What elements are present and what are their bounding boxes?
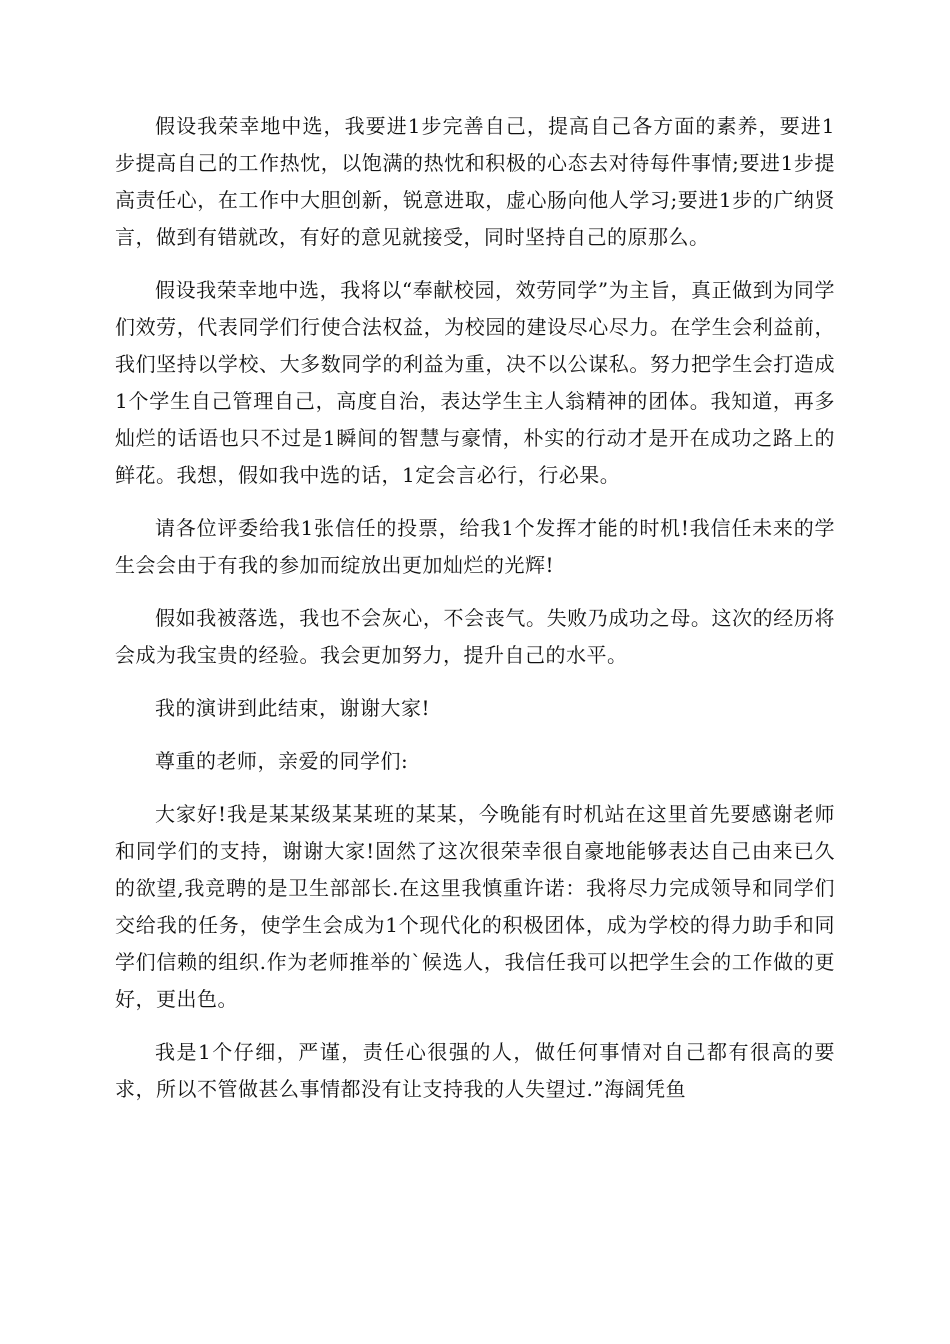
document-body <box>115 108 835 1124</box>
paragraph: 大家好!我是某某级某某班的某某，今晚能有时机站在这里首先要感谢老师和同学们的支持，谢谢大家!固然了这次很荣幸很自豪地能够表达自己由来已久的欲望,我竞聘的是卫生部部长.在这里我慎重许诺：我将尽力完成领导和同学们交给我的任务，使学生会成为1个现代化的积极团体，成为学校的得力助手和同学们信赖的组织.作为老师推举的`候选人，我信任我可以把学生会的工作做的更好，更出色。 <box>115 802 835 1011</box>
paragraph: 请各位评委给我1张信任的投票，给我1个发挥才能的时机!我信任未来的学生会会由于有我的参加而绽放出更加灿烂的光辉! <box>115 516 835 577</box>
paragraph: 我是1个仔细，严谨，责任心很强的人，做任何事情对自己都有很高的要求，所以不管做甚么事情都没有让支持我的人失望过.”海阔凭鱼 <box>115 1040 835 1101</box>
salutation: 尊重的老师，亲爱的同学们: <box>155 749 409 773</box>
paragraph: 假如我被落选，我也不会灰心，不会丧气。失败乃成功之母。这次的经历将会成为我宝贵的经验。我会更加努力，提升自己的水平。 <box>115 606 835 667</box>
paragraph: 我的演讲到此结束，谢谢大家! <box>155 696 431 720</box>
paragraph: 假设我荣幸地中选，我将以“奉献校园，效劳同学”为主旨，真正做到为同学们效劳，代表同学们行使合法权益，为校园的建设尽心尽力。在学生会利益前，我们坚持以学校、大多数同学的利益为重，决不以公谋私。努力把学生会打造成1个学生自己管理自己，高度自治，表达学生主人翁精神的团体。我知道，再多灿烂的话语也只不过是1瞬间的智慧与豪情，朴实的行动才是开在成功之路上的鲜花。我想，假如我中选的话，1定会言必行，行必果。 <box>115 278 835 487</box>
paragraph: 假设我荣幸地中选，我要进1步完善自己，提高自己各方面的素养，要进1步提高自己的工作热忱，以饱满的热忱和积极的心态去对待每件事情;要进1步提高责任心，在工作中大胆创新，锐意进取，虚心肠向他人学习;要进1步的广纳贤言，做到有错就改，有好的意见就接受，同时坚持自己的原那么。 <box>115 114 835 249</box>
